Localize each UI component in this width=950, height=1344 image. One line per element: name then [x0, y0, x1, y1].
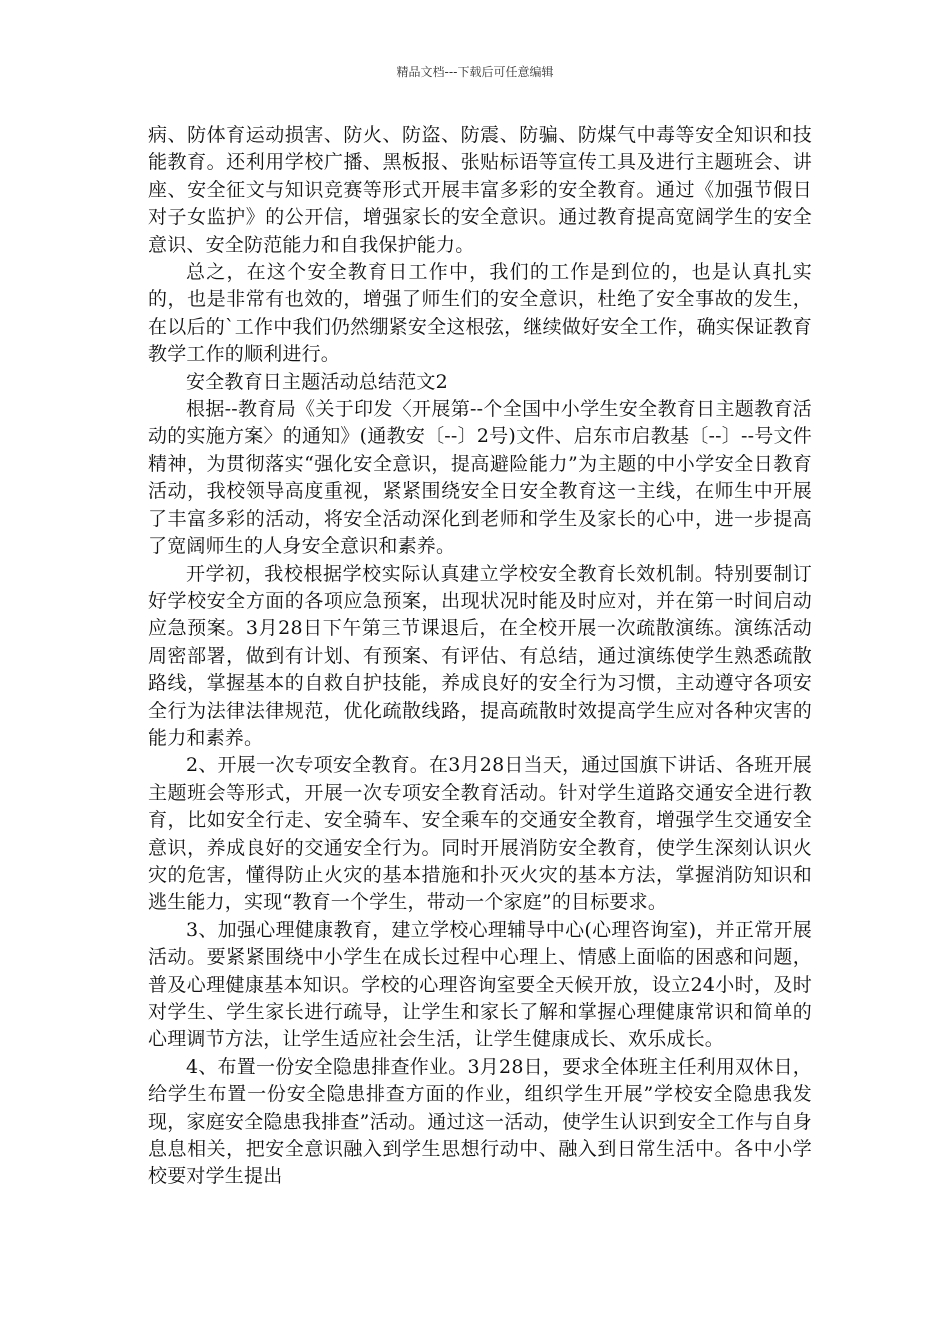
paragraph-1: 病、防体育运动损害、防火、防盗、防震、防骗、防煤气中毒等安全知识和技能教育。还利用学校广播、黑板报、张贴标语等宣传工具及进行主题班会、讲座、安全征文与知识竞赛等形式开展丰富多彩的安全教育。通过《加强节假日对子女监护》的公开信，增强家长的安全意识。通过教育提高宽阔学生的安全意识、安全防范能力和自我保护能力。	[148, 124, 812, 256]
paragraph-5: 2、开展一次专项安全教育。在3月28日当天，通过国旗下讲话、各班开展主题班会等形式，开展一次专项安全教育活动。针对学生道路交通安全进行教育，比如安全行走、安全骑车、安全乘车的交通安全教育，增强学生交通安全意识，养成良好的交通安全行为。同时开展消防安全教育，使学生深刻认识火灾的危害，懂得防止火灾的基本措施和扑灭火灾的基本方法，掌握消防知识和逃生能力，实现“教育一个学生，带动一个家庭”的目标要求。	[148, 754, 812, 914]
document-body	[148, 122, 812, 1191]
section-title: 安全教育日主题活动总结范文2	[186, 370, 448, 393]
paragraph-2: 总之，在这个安全教育日工作中，我们的工作是到位的，也是认真扎实的，也是非常有也效的，增强了师生们的安全意识，杜绝了安全事故的发生，在以后的`工作中我们仍然绷紧安全这根弦，继续做好安全工作，确实保证教育教学工作的顺利进行。	[148, 261, 812, 366]
paragraph-4: 开学初，我校根据学校实际认真建立学校安全教育长效机制。特别要制订好学校安全方面的各项应急预案，出现状况时能及时应对，并在第一时间启动应急预案。3月28日下午第三节课退后，在全校开展一次疏散演练。演练活动周密部署，做到有计划、有预案、有评估、有总结，通过演练使学生熟悉疏散路线，掌握基本的自救自护技能，养成良好的安全行为习惯，主动遵守各项安全行为法律法律规范，优化疏散线路，提高疏散时效提高学生应对各种灾害的能力和素养。	[148, 562, 812, 749]
paragraph-6: 3、加强心理健康教育，建立学校心理辅导中心(心理咨询室)，并正常开展活动。要紧紧围绕中小学生在成长过程中心理上、情感上面临的困惑和问题，普及心理健康基本知识。学校的心理咨询室要全天候开放，设立24小时，及时对学生、学生家长进行疏导，让学生和家长了解和掌握心理健康常识和简单的心理调节方法，让学生适应社会生活，让学生健康成长、欢乐成长。	[148, 918, 812, 1051]
paragraph-7: 4、布置一份安全隐患排查作业。3月28日，要求全体班主任利用双休日，给学生布置一份安全隐患排查方面的作业，组织学生开展”学校安全隐患我发现，家庭安全隐患我排查”活动。通过这一活动，使学生认识到安全工作与自身息息相关，把安全意识融入到学生思想行动中、融入到日常生活中。各中小学校要对学生提出	[148, 1055, 812, 1188]
paragraph-3: 根据--教育局《关于印发〈开展第--个全国中小学生安全教育日主题教育活动的实施方案〉的通知》(通教安〔--〕2号)文件、启东市启教基〔--〕--号文件精神，为贯彻落实“强化安全意识，提高避险能力”为主题的中小学安全日教育活动，我校领导高度重视，紧紧围绕安全日安全教育这一主线，在师生中开展了丰富多彩的活动，将安全活动深化到老师和学生及家长的心中，进一步提高了宽阔师生的人身安全意识和素养。	[148, 398, 812, 558]
page-header: 精品文档---下载后可任意编辑	[396, 65, 554, 79]
